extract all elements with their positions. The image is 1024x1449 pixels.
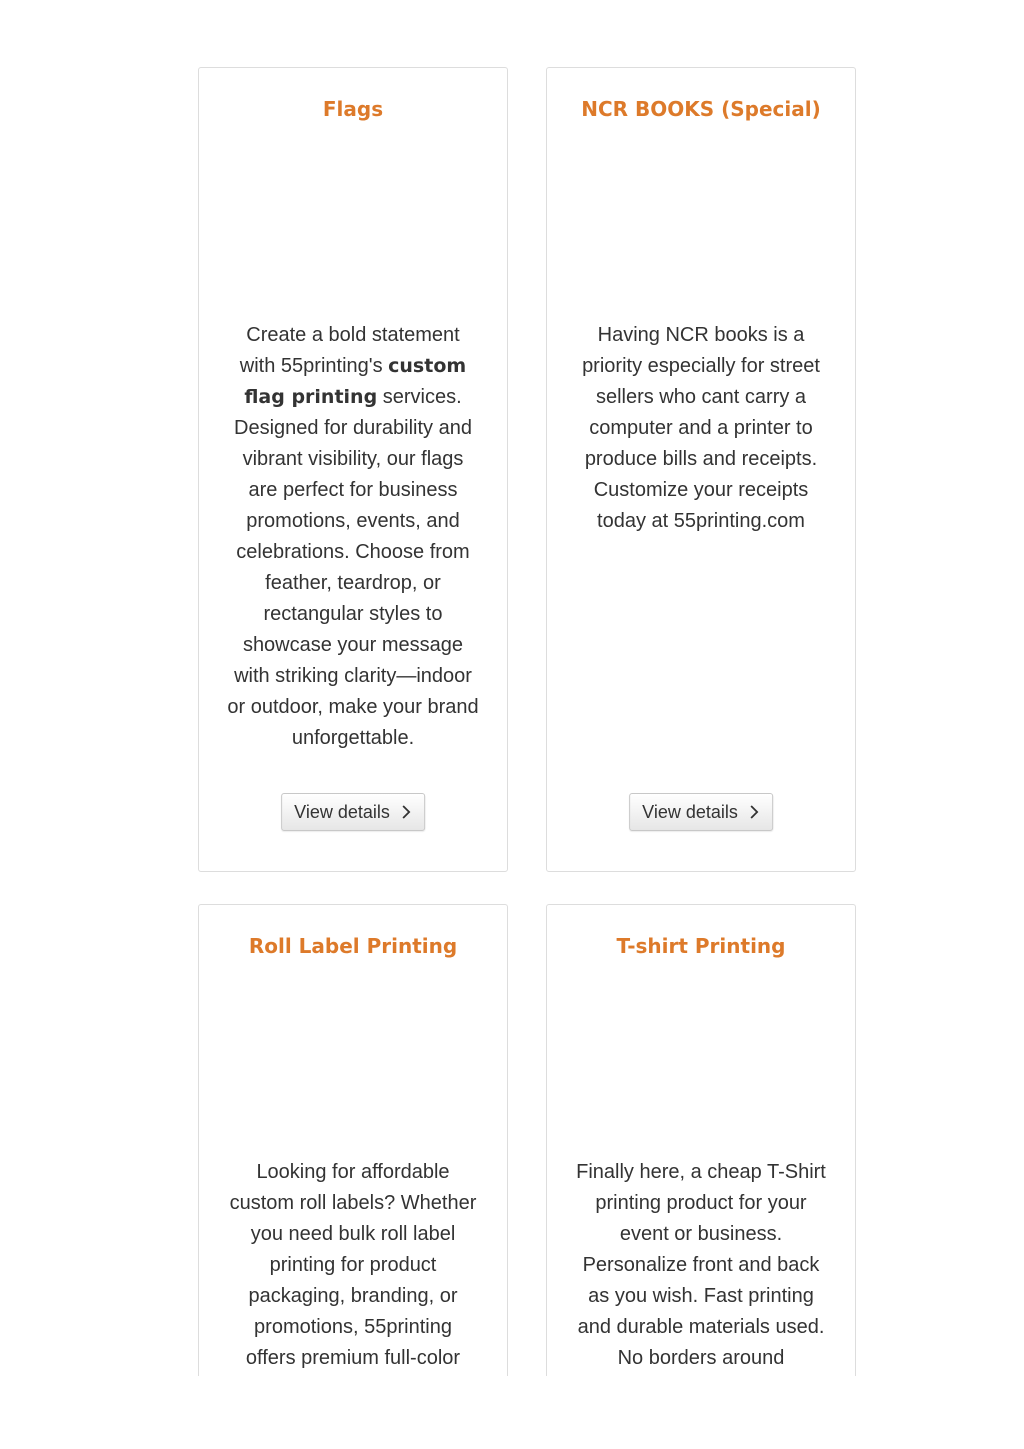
product-card-flags	[198, 67, 508, 872]
custom-flag-printing-link[interactable]: custom flag printing	[244, 355, 467, 408]
card-description: Having NCR books is a priority especially for street sellers who cant carry a computer and a printer to produce bills and receipts. Customize your receipts today at 55printing.com	[582, 324, 820, 532]
product-card-tshirt	[546, 904, 856, 1424]
card-title[interactable]: T-shirt Printing	[616, 934, 786, 958]
card-title[interactable]: NCR BOOKS (Special)	[581, 97, 821, 121]
product-image-placeholder[interactable]	[229, 981, 477, 1151]
button-label: View details	[642, 801, 738, 822]
button-label: View details	[294, 801, 390, 822]
chevron-right-icon	[748, 804, 760, 820]
view-details-button[interactable]	[629, 793, 773, 831]
view-details-button[interactable]	[281, 793, 425, 831]
chevron-right-icon	[400, 804, 412, 820]
page-bottom-area	[0, 1376, 1024, 1449]
product-image-placeholder[interactable]	[577, 144, 825, 314]
card-title[interactable]: Flags	[322, 97, 384, 121]
card-description: Create a bold statement with 55printing's custom flag printing services. Designed for durability and vibrant visibility, our flags are perfect for business promotions, events, and celebrations. Choose from feather, teardrop, or rectangular styles to showcase your message with striking clarity—indoor or outdoor, make your brand unforgettable.	[227, 324, 479, 749]
product-image-placeholder[interactable]	[577, 981, 825, 1151]
product-card-ncr-books	[546, 67, 856, 872]
product-image-placeholder[interactable]	[229, 144, 477, 314]
card-title[interactable]: Roll Label Printing	[248, 934, 458, 958]
card-description: Finally here, a cheap T-Shirt printing product for your event or business. Personalize front and back as you wish. Fast printing and durable materials used. No borders around	[576, 1161, 826, 1369]
product-card-roll-label	[198, 904, 508, 1424]
card-description: Looking for affordable custom roll labels? Whether you need bulk roll label printing for product packaging, branding, or promotions, 55printing offers premium full-color	[229, 1161, 477, 1369]
